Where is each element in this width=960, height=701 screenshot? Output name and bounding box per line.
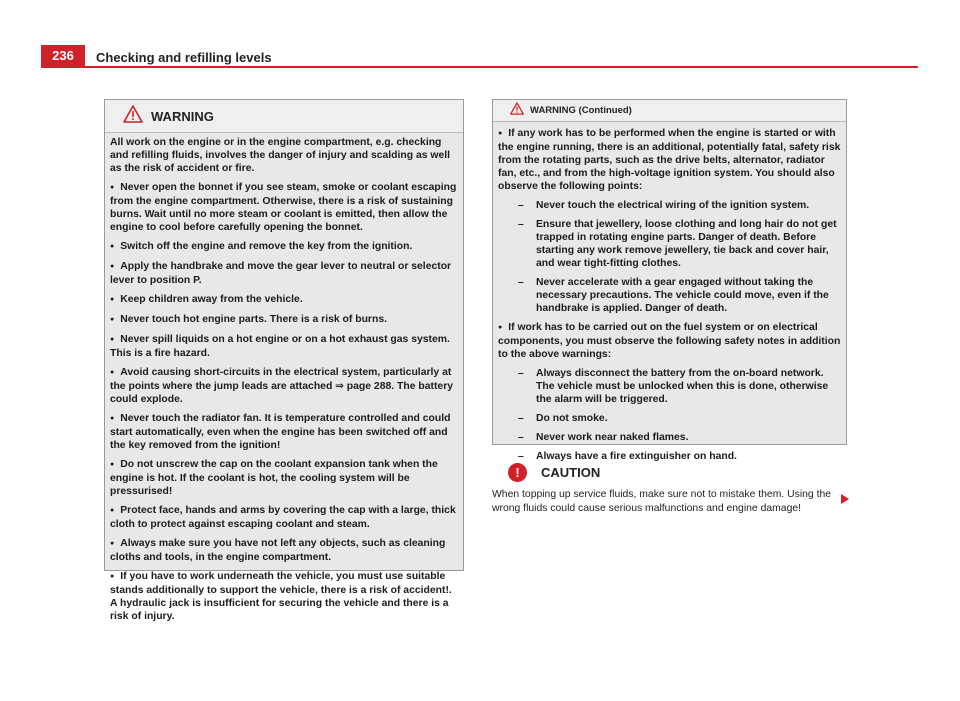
warning-bullet: ● Keep children away from the vehicle. xyxy=(110,293,458,307)
warning-bullet: ● Always make sure you have not left any objects, such as cleaning cloths and tools, in the engine compartment. xyxy=(110,537,458,564)
warning-triangle-icon xyxy=(123,105,143,128)
caution-title: CAUTION xyxy=(541,464,601,480)
warning-bullet: ● Do not unscrew the cap on the coolant expansion tank when the engine is hot. If the coolant is hot, the cooling system will be pressurised! xyxy=(110,458,458,498)
page-number: 236 xyxy=(41,45,85,67)
warning-dash-item: – Do not smoke. xyxy=(498,412,841,425)
warning-bullet: ● If any work has to be performed when the engine is started or with the engine running, there is an additional, potentially fatal, safety risk from the rotating parts, such as the drive belts, alternator, radiator fan, etc., and from the high-voltage ignition system. You should also observe the following points: xyxy=(498,127,841,193)
warning-bullet: ● Never touch hot engine parts. There is a risk of burns. xyxy=(110,313,458,327)
warning-bullet: ● If work has to be carried out on the fuel system or on electrical components, you must observe the following safety notes in addition to the above warnings: xyxy=(498,321,841,361)
header-rule xyxy=(41,66,918,68)
warning-dash-item: – Never work near naked flames. xyxy=(498,431,841,444)
caution-circle-icon: ! xyxy=(508,463,527,482)
caution-header xyxy=(492,460,872,484)
warning-title: WARNING xyxy=(151,108,214,124)
warning-continued-header xyxy=(493,100,846,122)
warning-continued-box xyxy=(492,99,847,462)
warning-triangle-icon xyxy=(510,102,524,120)
warning-bullet: ● Protect face, hands and arms by covering the cap with a large, thick cloth to protect against escaping coolant and steam. xyxy=(110,504,458,531)
warning-dash-item: – Never touch the electrical wiring of the ignition system. xyxy=(498,199,841,212)
warning-box xyxy=(104,99,464,622)
continue-arrow-icon xyxy=(841,494,849,504)
warning-dash-item: – Always have a fire extinguisher on hand. xyxy=(498,450,841,463)
warning-bullet: ● Avoid causing short-circuits in the electrical system, particularly at the points where the jump leads are attached ⇒ page 288. The battery could explode. xyxy=(110,366,458,406)
caution-text: When topping up service fluids, make sure not to mistake them. Using the wrong fluids could cause serious malfunctions and engine damage! xyxy=(492,489,832,514)
page-title: Checking and refilling levels xyxy=(96,50,272,65)
warning-intro: All work on the engine or in the engine compartment, e.g. checking and refilling fluids, involves the danger of injury and scalding as well as the risk of accident or fire. xyxy=(110,137,451,174)
warning-bullet: ● Never open the bonnet if you see steam, smoke or coolant escaping from the engine compartment. Otherwise, there is a risk of sustaining burns. Wait until no more steam or coolant is emitted, then allow the engine to cool before carefully opening the bonnet. xyxy=(110,181,458,234)
warning-bullet: ● Apply the handbrake and move the gear lever to neutral or selector lever to position P. xyxy=(110,260,458,287)
warning-dash-item: – Ensure that jewellery, loose clothing and long hair do not get trapped in rotating engine parts. Danger of death. Before starting any work remove jewellery, tie back and cover hair, and wear tight-fitting clothes. xyxy=(498,218,841,270)
warning-dash-item: – Always disconnect the battery from the on-board network. The vehicle must be unlocked when this is done, otherwise the alarm will be triggered. xyxy=(498,367,841,406)
warning-header xyxy=(105,100,463,133)
warning-bullet: ● If you have to work underneath the vehicle, you must use suitable stands additionally to support the vehicle, there is a risk of accident!. A hydraulic jack is insufficient for securing the vehicle and there is a risk of injury. xyxy=(110,570,458,623)
warning-bullet: ● Switch off the engine and remove the key from the ignition. xyxy=(110,240,458,254)
caution-section xyxy=(492,460,872,516)
warning-bullet: ● Never touch the radiator fan. It is temperature controlled and could start automatically, even when the engine has been switched off and the key removed from the ignition! xyxy=(110,412,458,452)
warning-continued-title: WARNING (Continued) xyxy=(530,105,632,116)
warning-dash-item: – Never accelerate with a gear engaged without taking the necessary precautions. The vehicle could move, even if the handbrake is applied. Danger of death. xyxy=(498,276,841,315)
warning-bullet: ● Never spill liquids on a hot engine or on a hot exhaust gas system. This is a fire hazard. xyxy=(110,333,458,360)
warning-body xyxy=(105,133,463,623)
warning-continued-body xyxy=(493,122,846,463)
